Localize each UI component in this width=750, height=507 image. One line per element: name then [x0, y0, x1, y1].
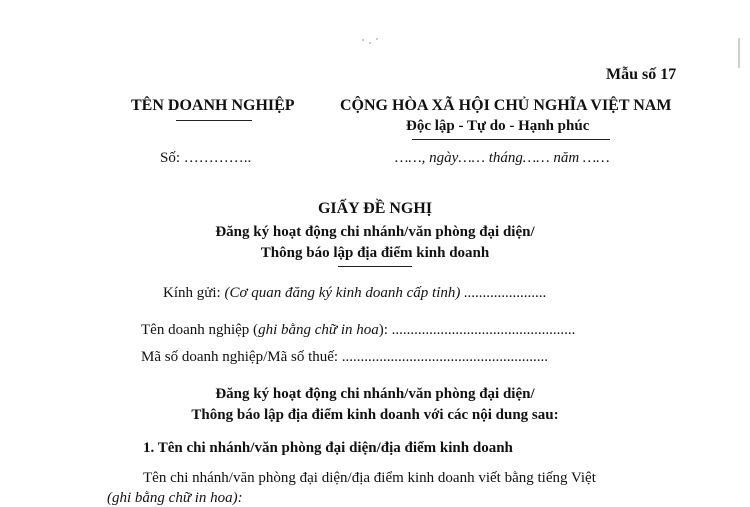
- document-title: GIẤY ĐỀ NGHỊ: [317, 200, 433, 217]
- section-1-text: Tên chi nhánh/văn phòng đại diện/địa điểm kinh doanh viết bằng tiếng Việt: [143, 470, 596, 486]
- document-subtitle-line2: Thông báo lập địa điểm kinh doanh: [260, 245, 490, 261]
- company-name-label: Tên doanh nghiệp (: [141, 322, 259, 338]
- title-underline: [338, 266, 412, 267]
- section-intro-line1: Đăng ký hoạt động chi nhánh/văn phòng đại diện/: [215, 386, 535, 402]
- company-name-note: ghi bằng chữ in hoa: [258, 322, 379, 338]
- section-1-cutoff-text: (ghi bằng chữ in hoa):: [107, 490, 243, 506]
- tax-code-field: Mã số doanh nghiệp/Mã số thuế: .......................................................: [141, 349, 549, 365]
- scan-edge-mark: [738, 38, 740, 68]
- section-intro-line2: Thông báo lập địa điểm kinh doanh với các nội dung sau:: [191, 407, 559, 423]
- faint-scan-marks: [360, 37, 382, 45]
- document-number: Số: …………..: [160, 150, 252, 166]
- recipient-line: [163, 285, 547, 302]
- recipient-value: (Cơ quan đăng ký kinh doanh cấp tỉnh) ......................: [224, 285, 547, 301]
- section-1-heading: 1. Tên chi nhánh/văn phòng đại diện/địa điểm kinh doanh: [143, 440, 513, 456]
- motto-underline: [412, 139, 610, 140]
- company-underline: [176, 120, 252, 121]
- document-date: ……, ngày…… tháng…… năm ……: [395, 150, 610, 166]
- company-name-header: TÊN DOANH NGHIỆP: [131, 97, 295, 114]
- company-name-field: [141, 322, 575, 339]
- form-number: Mẫu số 17: [606, 66, 677, 83]
- recipient-label: Kính gửi:: [163, 285, 225, 301]
- company-name-blank: ): .................................................: [378, 322, 576, 338]
- nation-header: CỘNG HÒA XÃ HỘI CHỦ NGHĨA VIỆT NAM: [340, 97, 672, 114]
- document-subtitle-line1: Đăng ký hoạt động chi nhánh/văn phòng đại diện/: [215, 224, 535, 240]
- motto: Độc lập - Tự do - Hạnh phúc: [406, 118, 590, 134]
